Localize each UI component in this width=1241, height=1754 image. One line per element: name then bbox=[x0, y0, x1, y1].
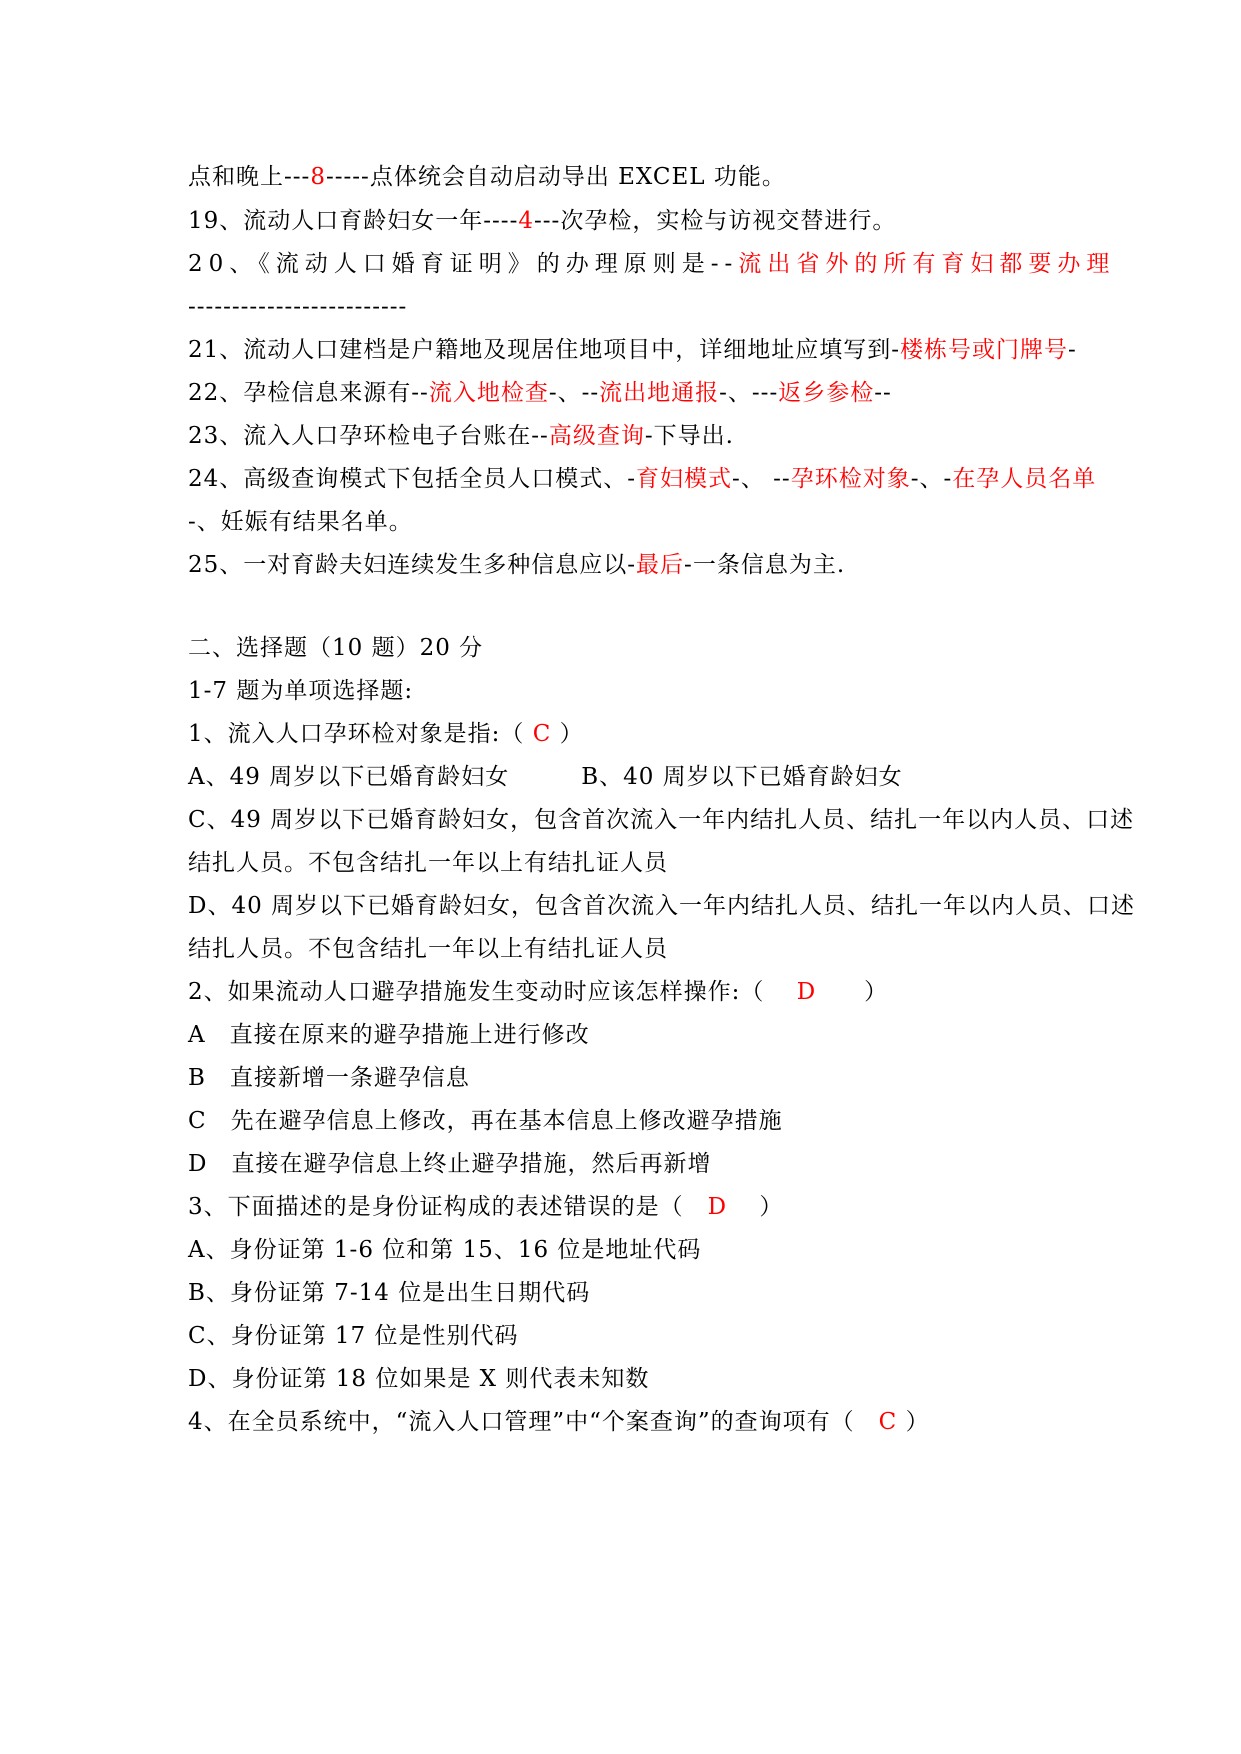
question-25 bbox=[188, 550, 1148, 580]
text-line bbox=[188, 507, 1148, 537]
choice-question-2 bbox=[188, 977, 1148, 1007]
text-line bbox=[188, 162, 1148, 192]
choice-question-1 bbox=[188, 719, 1148, 749]
line-text: ） bbox=[897, 1409, 930, 1435]
line-text: -、- bbox=[910, 466, 953, 492]
option-line bbox=[188, 1063, 1148, 1093]
line-text: -下导出. bbox=[644, 423, 734, 449]
line-text: A、身份证第 1-6 位和第 15、16 位是地址代码 bbox=[188, 1237, 702, 1263]
option-line bbox=[188, 1278, 1148, 1308]
answer-text: C bbox=[878, 1409, 898, 1435]
line-text: 19、流动人口育龄妇女一年---- bbox=[188, 208, 519, 234]
section-note bbox=[188, 676, 1148, 706]
line-text: -一条信息为主. bbox=[684, 552, 846, 578]
line-text: B、身份证第 7-14 位是出生日期代码 bbox=[188, 1280, 591, 1306]
line-text: D 直接在避孕信息上终止避孕措施，然后再新增 bbox=[188, 1151, 712, 1177]
answer-text: 返乡参检 bbox=[778, 380, 875, 406]
answer-text: 流入地检查 bbox=[428, 380, 549, 406]
question-20 bbox=[188, 249, 1148, 279]
option-line bbox=[188, 1149, 1148, 1179]
line-text: 1、流入人口孕环检对象是指:（ bbox=[188, 721, 533, 747]
line-text: 结扎人员。不包含结扎一年以上有结扎证人员 bbox=[188, 936, 668, 962]
question-24 bbox=[188, 464, 1148, 494]
option-line bbox=[188, 762, 1148, 792]
answer-text: C bbox=[532, 721, 552, 747]
line-text: A 直接在原来的避孕措施上进行修改 bbox=[188, 1022, 590, 1048]
text-line bbox=[188, 292, 1148, 322]
question-23 bbox=[188, 421, 1148, 451]
line-text: -、--- bbox=[719, 380, 779, 406]
line-text: 4、在全员系统中，“流入人口管理”中“个案查询”的查询项有（ bbox=[188, 1409, 879, 1435]
line-text: A、49 周岁以下已婚育龄妇女 B、40 周岁以下已婚育龄妇女 bbox=[188, 764, 903, 790]
line-text: ） bbox=[551, 721, 584, 747]
option-line bbox=[188, 848, 1148, 878]
line-text: C、身份证第 17 位是性别代码 bbox=[188, 1323, 519, 1349]
line-text: B 直接新增一条避孕信息 bbox=[188, 1065, 470, 1091]
answer-text: 最后 bbox=[636, 552, 685, 578]
line-text: - bbox=[1068, 337, 1077, 363]
line-text: -、-- bbox=[548, 380, 600, 406]
question-21 bbox=[188, 335, 1148, 365]
line-text: 二、选择题（10 题）20 分 bbox=[188, 635, 484, 661]
answer-text: D bbox=[796, 979, 817, 1005]
line-text: D、40 周岁以下已婚育龄妇女，包含首次流入一年内结扎人员、结扎一年以内人员、口述 bbox=[188, 893, 1136, 919]
line-text: 23、流入人口孕环检电子台账在-- bbox=[188, 423, 549, 449]
answer-text: D bbox=[707, 1194, 728, 1220]
answer-text: 4 bbox=[518, 208, 534, 234]
line-text: 2、如果流动人口避孕措施发生变动时应该怎样操作:（ bbox=[188, 979, 797, 1005]
line-text: C、49 周岁以下已婚育龄妇女，包含首次流入一年内结扎人员、结扎一年以内人员、口述 bbox=[188, 807, 1135, 833]
line-text: D、身份证第 18 位如果是 X 则代表未知数 bbox=[188, 1366, 650, 1392]
answer-text: 在孕人员名单 bbox=[952, 466, 1097, 492]
line-text: -----点体统会自动启动导出 EXCEL 功能。 bbox=[325, 164, 786, 190]
answer-text: 流出省外的所有育妇都要办理 bbox=[738, 251, 1116, 277]
line-text: 结扎人员。不包含结扎一年以上有结扎证人员 bbox=[188, 850, 668, 876]
line-text: -、 -- bbox=[732, 466, 791, 492]
choice-question-4 bbox=[188, 1407, 1148, 1437]
line-text: ） bbox=[816, 979, 889, 1005]
option-line bbox=[188, 1020, 1148, 1050]
line-text: ------------------------- bbox=[188, 294, 408, 320]
option-line bbox=[188, 891, 1148, 921]
line-text: -、妊娠有结果名单。 bbox=[188, 509, 413, 535]
answer-text: 高级查询 bbox=[548, 423, 645, 449]
line-text: 22、孕检信息来源有-- bbox=[188, 380, 429, 406]
line-text: -- bbox=[874, 380, 892, 406]
option-line bbox=[188, 1321, 1148, 1351]
option-line bbox=[188, 1106, 1148, 1136]
answer-text: 育妇模式 bbox=[636, 466, 733, 492]
line-text: C 先在避孕信息上修改，再在基本信息上修改避孕措施 bbox=[188, 1108, 783, 1134]
option-line bbox=[188, 934, 1148, 964]
answer-text: 流出地通报 bbox=[599, 380, 720, 406]
line-text: 3、下面描述的是身份证构成的表述错误的是（ bbox=[188, 1194, 708, 1220]
section-heading bbox=[188, 633, 1148, 663]
line-text: 点和晚上--- bbox=[188, 164, 311, 190]
answer-text: 孕环检对象 bbox=[790, 466, 911, 492]
line-text: 1-7 题为单项选择题: bbox=[188, 678, 414, 704]
question-19 bbox=[188, 206, 1148, 236]
line-text: 20、《流动人口婚育证明》的办理原则是-- bbox=[188, 251, 739, 277]
option-line bbox=[188, 805, 1148, 835]
answer-text: 楼栋号或门牌号 bbox=[900, 337, 1069, 363]
choice-question-3 bbox=[188, 1192, 1148, 1222]
answer-text: 8 bbox=[310, 164, 326, 190]
line-text: 21、流动人口建档是户籍地及现居住地项目中，详细地址应填写到- bbox=[188, 337, 901, 363]
line-text: 25、一对育龄夫妇连续发生多种信息应以- bbox=[188, 552, 637, 578]
question-22 bbox=[188, 378, 1148, 408]
line-text: 24、高级查询模式下包括全员人口模式、- bbox=[188, 466, 637, 492]
line-text: ） bbox=[727, 1194, 784, 1220]
option-line bbox=[188, 1364, 1148, 1394]
line-text: ---次孕检，实检与访视交替进行。 bbox=[534, 208, 897, 234]
option-line bbox=[188, 1235, 1148, 1265]
